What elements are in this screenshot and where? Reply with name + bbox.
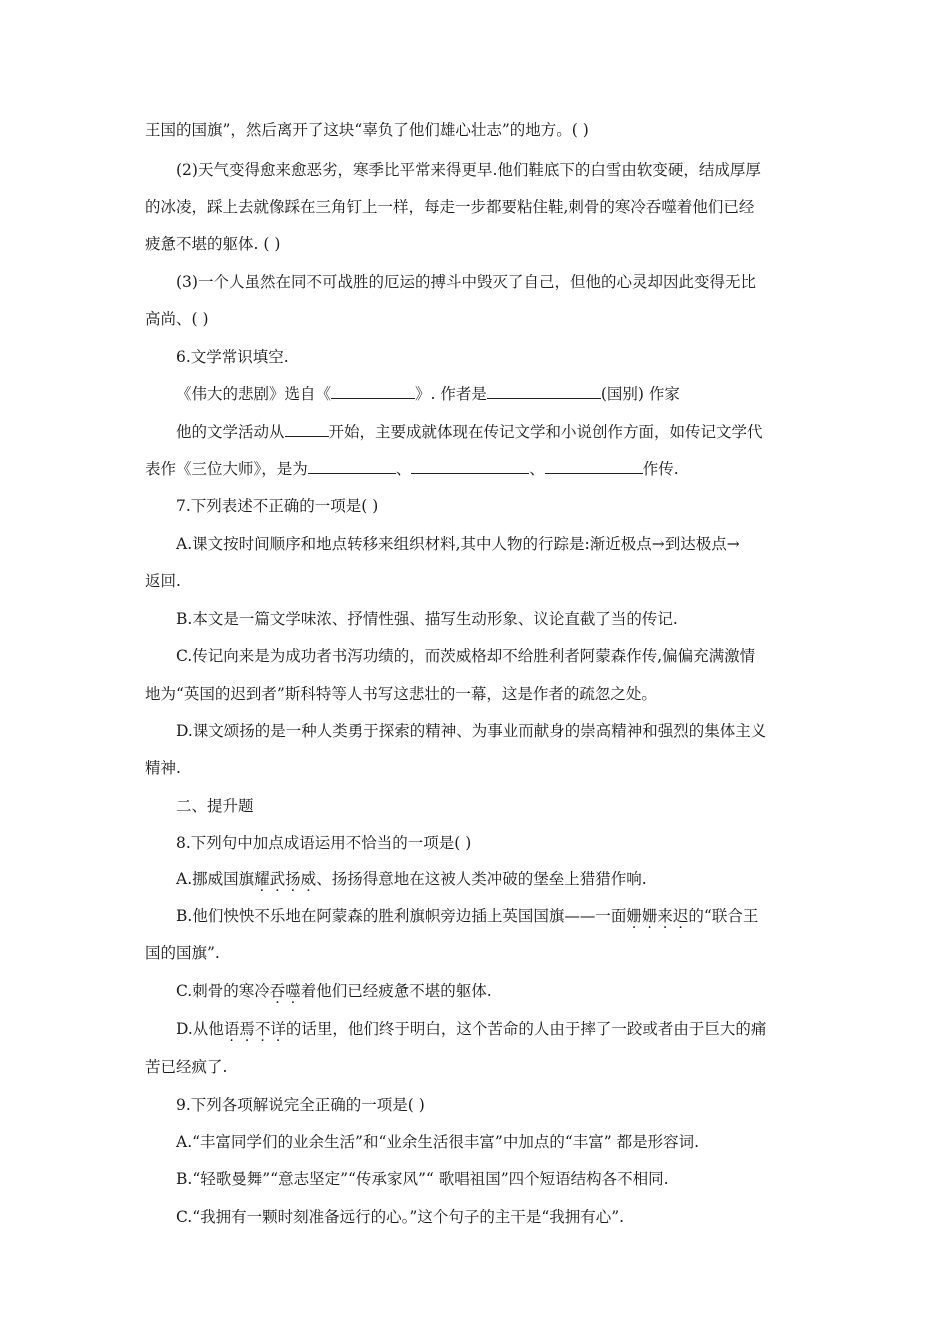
dotted-char: 噬 [285,982,301,1000]
text-span: A.挪威国旗 [176,870,255,888]
dotted-char: 不 [254,1020,271,1038]
dotted-char: 语 [223,1020,240,1038]
text-span: 作传. [642,460,679,478]
option-b: B.“轻歌曼舞”“意志坚定”“传承家风”“ 歌唱祖国”四个短语结构各不相同. [176,1170,669,1188]
text-span: 的“联合王 [688,907,759,925]
section-heading: 二、提升题 [176,797,254,815]
text-span: 《伟大的悲剧》选自《 [176,385,332,403]
text-line: 返回. [145,572,181,590]
text-span: B.他们怏怏不乐地在阿蒙森的胜利旗帜旁边插上英国国旗——一面 [176,907,627,925]
text-span: 的话里，他们终于明白，这个苦命的人由于摔了一跤或者由于巨大的痛 [285,1020,767,1038]
dotted-char: 姗 [641,907,658,925]
dotted-char: 吞 [269,982,286,1000]
answer-blank[interactable] [545,459,643,474]
fill-line [145,458,820,480]
text-line: 苦已经疯了. [145,1058,228,1076]
option-a: A.“丰富同学们的业余生活”和“业余生活很丰富”中加点的“丰富” 都是形容词. [176,1133,700,1151]
text-line: 地为“英国的迟到者”斯科特等人书写这悲壮的一幕，这是作者的疏忽之处。 [145,685,657,703]
option-c [176,980,820,1002]
text-span: 着他们已经疲惫不堪的躯体. [300,982,492,1000]
question-6-heading: 6.文学常识填空. [176,348,289,366]
dotted-char: 来 [657,907,673,925]
text-line: 疲惫不堪的躯体. ( ) [145,235,281,253]
answer-blank[interactable] [331,384,415,399]
option-a: A.课文按时间顺序和地点转移来组织材料,其中人物的行踪是:渐近极点→到达极点→ [176,535,740,553]
dotted-char: 威 [300,870,317,888]
dotted-char: 扬 [285,870,301,888]
dotted-char: 武 [269,870,286,888]
text-line: 高尚、( ) [145,310,209,328]
text-span: 、扬扬得意地在这被人类冲破的堡垒上猎猎作响. [316,870,647,888]
answer-blank[interactable] [487,384,601,399]
text-span: 开始，主要成就体现在传记文学和小说创作方面，如传记文学代 [328,423,763,441]
text-line: 精神. [145,759,181,777]
text-span: 他的文学活动从 [176,423,285,441]
option-b [176,905,820,927]
question-7-heading: 7.下列表述不正确的一项是( ) [176,497,379,515]
fill-line [176,421,820,443]
fill-line [176,383,820,405]
dotted-char: 耀 [254,870,270,888]
text-span: 、 [395,460,412,478]
dotted-char: 迟 [672,907,689,925]
option-a [176,868,820,890]
answer-blank[interactable] [308,459,396,474]
dotted-char: 焉 [239,1020,255,1038]
text-line: 国的国旗”. [145,944,220,962]
text-line: 的冰凌，踩上去就像踩在三角钉上一样，每走一步都要粘住鞋,刺骨的寒冷吞噬着他们已经 [145,198,755,216]
text-span: (国别) 作家 [600,385,680,403]
option-c: C.“我拥有一颗时刻准备远行的心。”这个句子的主干是“我拥有心”. [176,1208,625,1226]
option-d [176,1018,820,1040]
dotted-char: 姗 [626,907,642,925]
answer-blank[interactable] [285,422,329,437]
option-b: B.本文是一篇文学味浓、抒情性强、描写生动形象、议论直截了当的传记. [176,610,678,628]
text-span: 表作《三位大师》，是为 [145,460,308,478]
question-9-heading: 9.下列各项解说完全正确的一项是( ) [176,1096,425,1114]
text-span: D.从他 [176,1020,224,1038]
option-c: C.传记向来是为成功者书泻功绩的，而茨威格却不给胜利者阿蒙森作传,偏偏充满激情 [176,647,756,665]
text-span: C.刺骨的寒冷 [176,982,270,1000]
option-d: D.课文颂扬的是一种人类勇于探索的精神、为事业而献身的崇高精神和强烈的集体主义 [176,722,767,740]
text-line: (2)天气变得愈来愈恶劣，寒季比平常来得更早.他们鞋底下的白雪由软变硬，结成厚厚 [176,161,761,179]
text-span: 》. 作者是 [415,385,487,403]
dotted-char: 详 [270,1020,286,1038]
question-8-heading: 8.下列句中加点成语运用不恰当的一项是( ) [176,834,472,852]
text-line: 王国的国旗”，然后离开了这块“辜负了他们雄心壮志”的地方。( ) [145,121,589,139]
text-line: (3)一个人虽然在同不可战胜的厄运的搏斗中毁灭了自己，但他的心灵却因此变得无比 [176,273,756,291]
text-span: 、 [529,460,545,478]
answer-blank[interactable] [411,459,529,474]
